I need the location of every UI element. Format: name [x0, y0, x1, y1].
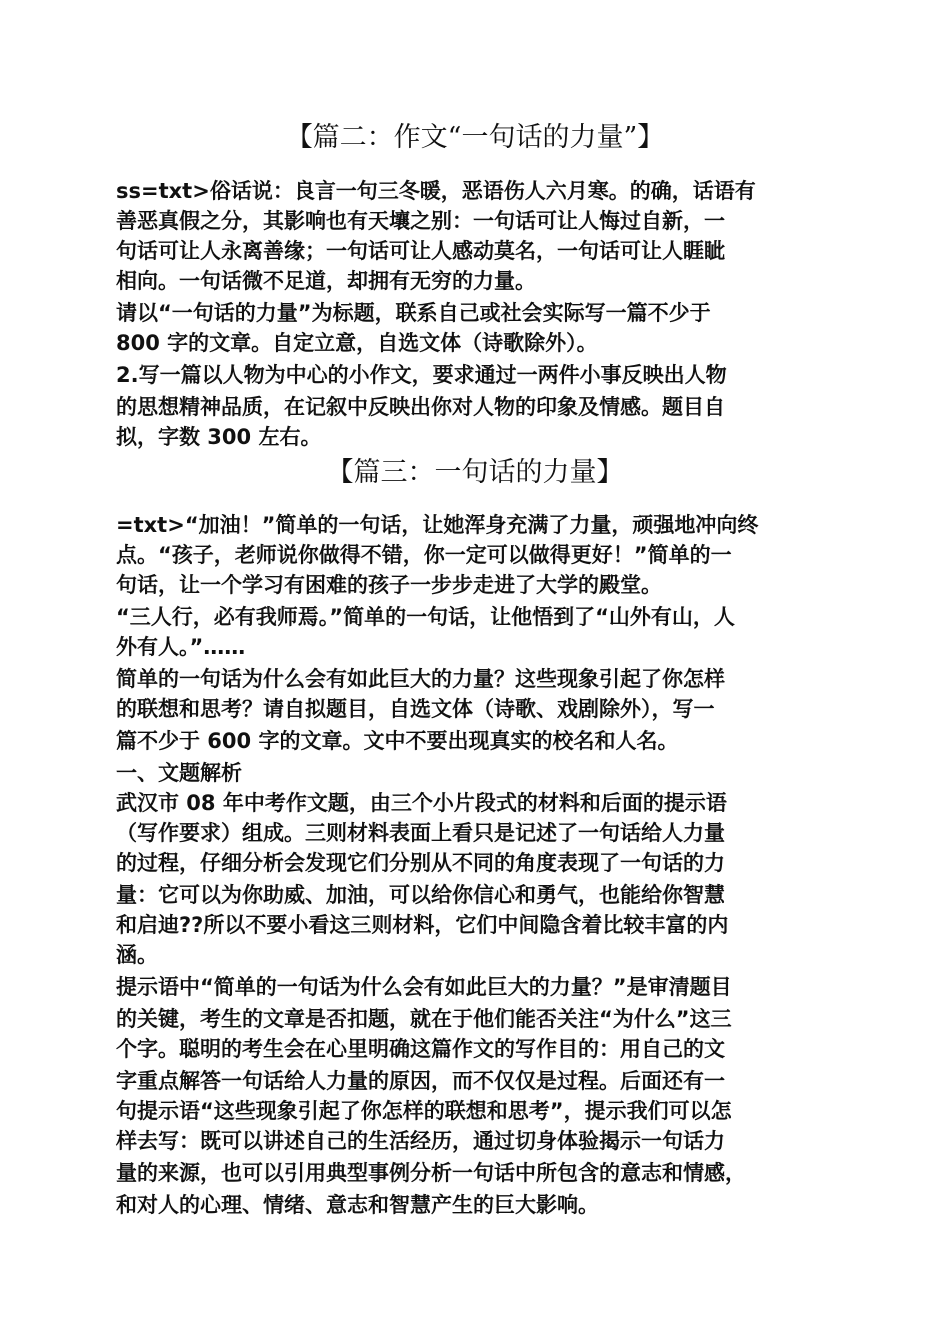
text-line: 一、文题解析 [116, 761, 242, 785]
text-line: 涵。 [116, 943, 158, 967]
text-line: 的思想精神品质，在记叙中反映出你对人物的印象及情感。题目自 [116, 395, 725, 419]
text-line: 2.写一篇以人物为中心的小作文，要求通过一两件小事反映出人物 [116, 363, 727, 387]
text-line: 外有人。”…… [116, 635, 246, 659]
text-line: 简单的一句话为什么会有如此巨大的力量？这些现象引起了你怎样 [116, 667, 725, 691]
text-line: 个字。聪明的考生会在心里明确这篇作文的写作目的：用自己的文 [116, 1037, 725, 1061]
text-line: （写作要求）组成。三则材料表面上看只是记述了一句话给人力量 [116, 821, 725, 845]
text-line: 量的来源，也可以引用典型事例分析一句话中所包含的意志和情感， [116, 1161, 746, 1185]
text-line: 和对人的心理、情绪、意志和智慧产生的巨大影响。 [116, 1193, 599, 1217]
text-line: ss=txt>俗话说：良言一句三冬暖，恶语伤人六月寒。的确，话语有 [116, 179, 756, 203]
text-line: 的联想和思考？请自拟题目，自选文体（诗歌、戏剧除外），写一 [116, 697, 715, 721]
text-line: 量：它可以为你助威、加油，可以给你信心和勇气，也能给你智慧 [116, 883, 725, 907]
text-line: =txt>“加油！”简单的一句话，让她浑身充满了力量，顽强地冲向终 [116, 513, 759, 537]
text-line: 请以“一句话的力量”为标题，联系自己或社会实际写一篇不少于 [116, 301, 711, 325]
section-title-3: 【篇三：一句话的力量】 [326, 457, 624, 488]
text-line: 和启迪??所以不要小看这三则材料，它们中间隐含着比较丰富的内 [116, 913, 729, 937]
text-line: 句话，让一个学习有困难的孩子一步步走进了大学的殿堂。 [116, 573, 662, 597]
text-line: 拟，字数 300 左右。 [116, 425, 322, 449]
text-line: 篇不少于 600 字的文章。文中不要出现真实的校名和人名。 [116, 729, 679, 753]
text-line: “三人行，必有我师焉。”简单的一句话，让他悟到了“山外有山，人 [116, 605, 735, 629]
text-line: 句话可让人永离善缘；一句话可让人感动莫名，一句话可让人睚眦 [116, 239, 725, 263]
text-line: 提示语中“简单的一句话为什么会有如此巨大的力量？”是审清题目 [116, 975, 732, 999]
text-line: 善恶真假之分，其影响也有天壤之别：一句话可让人悔过自新，一 [116, 209, 725, 233]
text-line: 样去写：既可以讲述自己的生活经历，通过切身体验揭示一句话力 [116, 1129, 725, 1153]
text-line: 武汉市 08 年中考作文题，由三个小片段式的材料和后面的提示语 [116, 791, 727, 815]
section-title-2: 【篇二：作文“一句话的力量”】 [285, 122, 665, 153]
text-line: 的过程，仔细分析会发现它们分别从不同的角度表现了一句话的力 [116, 851, 725, 875]
text-line: 字重点解答一句话给人力量的原因，而不仅仅是过程。后面还有一 [116, 1069, 725, 1093]
text-line: 点。“孩子，老师说你做得不错，你一定可以做得更好！”简单的一 [116, 543, 732, 567]
text-line: 的关键，考生的文章是否扣题，就在于他们能否关注“为什么”这三 [116, 1007, 732, 1031]
text-line: 相向。一句话微不足道，却拥有无穷的力量。 [116, 269, 536, 293]
text-line: 句提示语“这些现象引起了你怎样的联想和思考”，提示我们可以怎 [116, 1099, 732, 1123]
text-line: 800 字的文章。自定立意，自选文体（诗歌除外）。 [116, 331, 598, 355]
